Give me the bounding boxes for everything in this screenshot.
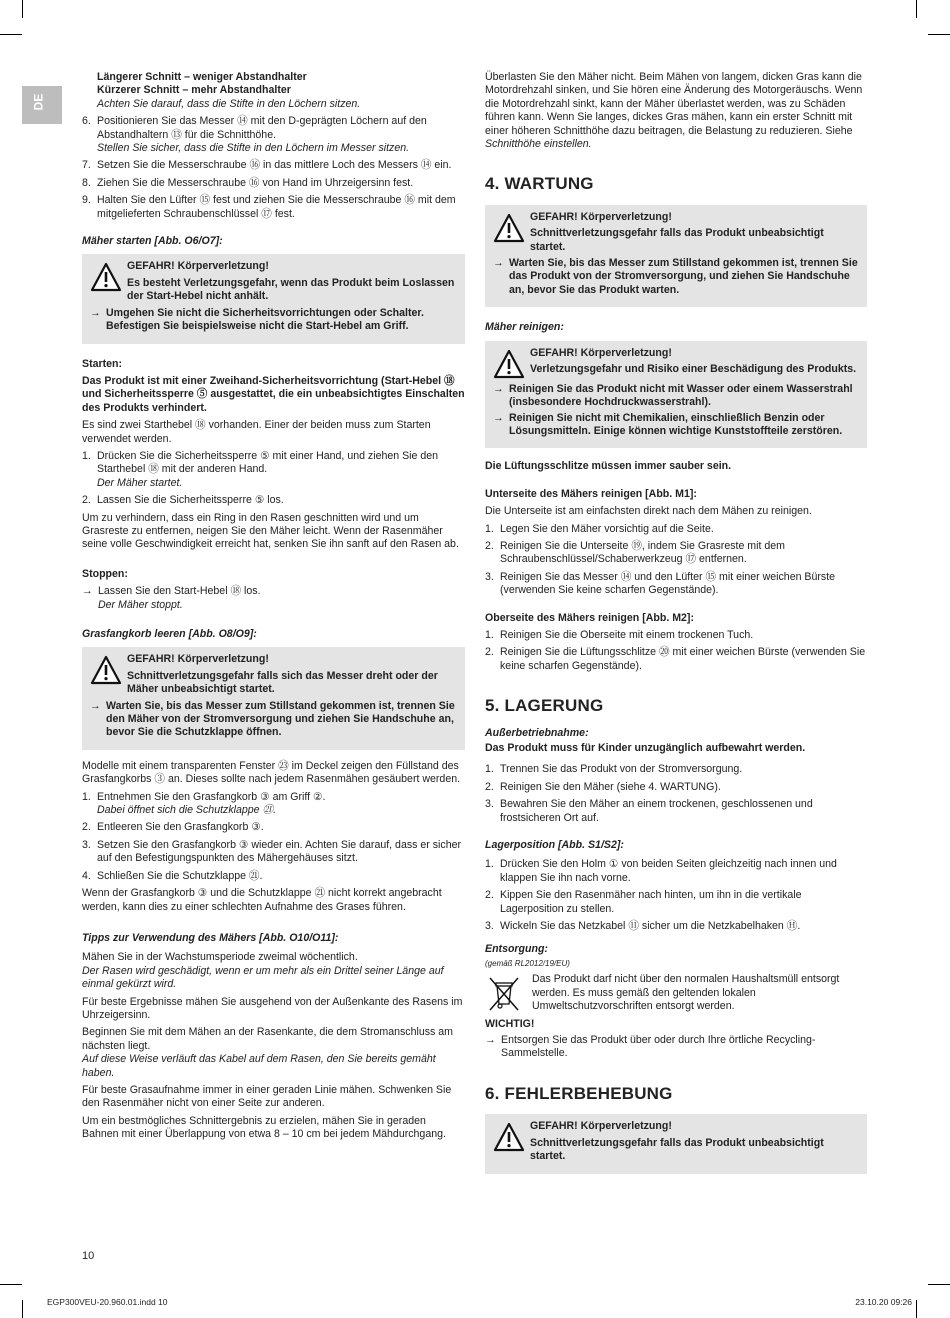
crop-mark — [0, 1284, 22, 1285]
vents-clean: Die Lüftungsschlitze müssen immer sauber sein. — [485, 460, 732, 473]
stop-note: Der Mäher stoppt. — [98, 598, 183, 611]
warning-text: Schnittverletzungsgefahr falls sich das Messer dreht oder der Mäher unbeabsichtigt startet. — [127, 669, 438, 696]
list-item: 2. Kippen Sie den Rasenmäher nach hinten, um ihn in die vertikale Lagerposition zu stellen. — [485, 889, 802, 915]
blade-steps — [82, 115, 465, 221]
wheelie-bin-crossed-icon — [487, 974, 521, 1014]
storage-steps — [485, 858, 867, 933]
warning-box — [485, 205, 867, 307]
list-item: 2. Lassen Sie die Sicherheitssperre ⑤ los. — [82, 494, 284, 507]
warning-action: → Warten Sie, bis das Messer zum Stillstand gekommen ist, trennen Sie das Produkt von der Stromversorgung, und ziehen Sie Handschuhe an, bevor Sie das Produkt warten. — [493, 257, 859, 297]
important-label: WICHTIG! — [485, 1017, 535, 1030]
warning-text: Verletzungsgefahr und Risiko einer Beschädigung des Produkts. — [530, 363, 857, 376]
warning-icon — [493, 213, 525, 243]
warning-title: GEFAHR! Körperverletzung! — [530, 210, 672, 223]
starten-text: Es sind zwei Starthebel ⑱ vorhanden. Einer der beiden muss zum Starten verwendet werden. — [82, 419, 431, 445]
list-item: 2. Reinigen Sie den Mäher (siehe 4. WARTUNG). — [485, 780, 721, 793]
top-steps — [485, 629, 867, 673]
section-title-wartung: 4. WARTUNG — [485, 174, 594, 194]
starten-bold: Das Produkt ist mit einer Zweihand-Sicherheitsvorrichtung (Start-Hebel ⑱ und Sicherheitssperre ⑤ ausgestattet, die ein unbeabsichtigtes Einschalten des Produkts verhindert. — [82, 374, 465, 414]
warning-icon — [493, 1122, 525, 1152]
crop-mark — [928, 1284, 950, 1285]
section-title-fehlerbehebung: 6. FEHLERBEHEBUNG — [485, 1083, 673, 1103]
tips-1-note: Der Rasen wird geschädigt, wenn er um mehr als ein Drittel seiner Länge auf einmal gekürzt wird. — [82, 964, 444, 991]
start-heading: Mäher starten [Abb. O6/O7]: — [82, 235, 223, 248]
start-steps — [82, 450, 465, 508]
crop-mark — [916, 1300, 917, 1318]
list-item: 2. Entleeren Sie den Grasfangkorb ③. — [82, 821, 264, 834]
stop-title: Stoppen: — [82, 567, 128, 580]
crop-mark — [916, 0, 917, 18]
crop-mark — [0, 34, 22, 35]
list-item: 2. Reinigen Sie die Unterseite ⑲, indem Sie Grasreste mit dem Schraubenschlüssel/Schaberwerkzeug ⑰ entfernen. — [485, 539, 785, 566]
intro-italic: Achten Sie darauf, dass die Stifte in den Löchern sitzen. — [97, 97, 361, 110]
tips-1: Mähen Sie in der Wachstumsperiode zweimal wöchentlich. — [82, 951, 358, 964]
under-steps — [485, 523, 867, 598]
overload-link: Schnitthöhe einstellen. — [485, 138, 592, 151]
intro-bold-2: Kürzerer Schnitt – mehr Abstandhalter — [97, 84, 291, 97]
list-item: 1. Trennen Sie das Produkt von der Stromversorgung. — [485, 763, 743, 776]
section-title-lagerung: 5. LAGERUNG — [485, 696, 604, 716]
storage-heading: Lagerposition [Abb. S1/S2]: — [485, 839, 624, 852]
warning-box — [82, 647, 465, 749]
list-item: 3. Wickeln Sie das Netzkabel ⑪ sicher um die Netzkabelhaken Ⓗ. — [485, 920, 801, 933]
footer-file: EGP300VEU-20.960.01.indd 10 — [47, 1297, 168, 1307]
starten-title: Starten: — [82, 357, 123, 370]
warning-text: Schnittverletzungsgefahr falls das Produkt unbeabsichtigt startet. — [530, 227, 824, 253]
warning-box — [485, 341, 867, 449]
warning-title: GEFAHR! Körperverletzung! — [127, 260, 269, 273]
intro-bold-1: Längerer Schnitt – weniger Abstandhalter — [97, 71, 307, 83]
warning-title: GEFAHR! Körperverletzung! — [127, 653, 269, 666]
tips-3: Beginnen Sie mit dem Mähen an der Rasenkante, die dem Stromanschluss am nächsten liegt. — [82, 1026, 453, 1052]
decom-bold: Das Produkt muss für Kinder unzugänglich aufbewahrt werden. — [485, 742, 806, 754]
disposal-block — [485, 973, 867, 1013]
list-item: 9. Halten Sie den Lüfter ⑮ fest und ziehen Sie die Messerschraube ⑯ mit dem mitgelieferten Schraubenschlüssel ⑰ fest. — [82, 194, 456, 220]
tips-2: Für beste Ergebnisse mähen Sie ausgehend von der Außenkante des Rasens im Uhrzeigersinn. — [82, 995, 463, 1021]
tips-3-note: Auf diese Weise verläuft das Kabel auf dem Rasen, den Sie bereits gemäht haben. — [82, 1053, 436, 1079]
warning-box — [82, 254, 465, 343]
warning-action: → Reinigen Sie das Produkt nicht mit Wasser oder einem Wasserstrahl (insbesondere Hochdruckwasserstrahl). — [493, 383, 859, 410]
disposal-heading: Entsorgung: — [485, 943, 548, 956]
language-tab — [22, 86, 62, 124]
footer-date: 23.10.20 09:26 — [855, 1297, 912, 1307]
warning-action: → Umgehen Sie nicht die Sicherheitsvorrichtungen oder Schalter. Befestigen Sie beispielsweise nicht die Start-Hebel am Griff. — [90, 307, 457, 334]
warning-action: → Reinigen Sie nicht mit Chemikalien, einschließlich Benzin oder Lösungsmitteln. Einige können wichtige Kunststoffteile zerstören. — [493, 412, 859, 439]
list-item: 3. Setzen Sie den Grasfangkorb ③ wieder ein. Achten Sie darauf, dass er sicher auf den Befestigungspunkten des Mähergehäuses sitzt. — [82, 838, 461, 865]
list-item: 1. Entnehmen Sie den Grasfangkorb ③ am Griff ②. Dabei öffnet sich die Schutzklappe ㉑. — [82, 790, 326, 817]
list-item: 8. Ziehen Sie die Messerschraube ⑯ von Hand im Uhrzeigersinn fest. — [82, 176, 414, 189]
overload-paragraph: Überlasten Sie den Mäher nicht. Beim Mähen von langem, dicken Gras kann die Motordrehzahl sinken, und Sie hören eine Änderung des Motorgeräuschs. Wenn die Motordrehzahl sinkt, kann der Mäher überlastet werden, was zu Schäden führen kann. Wenn Sie langes, dickes Gras mähen, kann ein erster Schnitt mit einer höheren Schnitthöhe dazu beitragen, die Belastung zu reduzieren. Siehe Schnitthöhe einstellen. — [485, 71, 863, 151]
stop-action: → Lassen Sie den Start-Hebel ⑱ los. — [82, 585, 465, 598]
grass-after: Wenn der Grasfangkorb ③ und die Schutzklappe ㉑ nicht korrekt angebracht werden, kann dies zu einer schlechten Aufnahme des Grases führen. — [82, 887, 442, 913]
warning-text: Schnittverletzungsgefahr falls das Produkt unbeabsichtigt startet. — [530, 1136, 824, 1162]
decom-steps — [485, 763, 867, 825]
warning-action: → Warten Sie, bis das Messer zum Stillstand gekommen ist, trennen Sie den Mäher von der Stromversorgung und ziehen Sie Handschuhe an, bevor Sie die Schutzklappe öffnen. — [90, 700, 457, 740]
clean-heading: Mäher reinigen: — [485, 321, 564, 334]
grass-heading: Grasfangkorb leeren [Abb. O8/O9]: — [82, 628, 257, 640]
disposal-text: Das Produkt darf nicht über den normalen Haushaltsmüll entsorgt werden. Es muss gemäß den geltenden lokalen Umweltschutzvorschriften entsorgt werden. — [532, 973, 840, 1013]
warning-icon — [90, 262, 122, 292]
list-item: 1. Legen Sie den Mäher vorsichtig auf die Seite. — [485, 522, 714, 535]
right-column — [485, 71, 867, 1184]
warning-icon — [493, 349, 525, 379]
crop-mark — [928, 34, 950, 35]
page-number: 10 — [82, 1250, 95, 1262]
tips-heading: Tipps zur Verwendung des Mähers [Abb. O10/O11]: — [82, 931, 339, 944]
grass-steps — [82, 791, 465, 883]
disposal-ref: (gemäß RL2012/19/EU) — [485, 958, 570, 968]
left-column — [82, 71, 465, 1146]
warning-icon — [90, 655, 122, 685]
tips-4: Für beste Grasaufnahme immer in einer geraden Linie mähen. Schwenken Sie den Rasenmäher nicht von einer Seite zur anderen. — [82, 1083, 452, 1110]
under-heading: Unterseite des Mähers reinigen [Abb. M1]: — [485, 487, 697, 500]
under-text: Die Unterseite ist am einfachsten direkt nach dem Mähen zu reinigen. — [485, 505, 812, 518]
important-action: → Entsorgen Sie das Produkt über oder durch Ihre örtliche Recycling-Sammelstelle. — [485, 1034, 867, 1061]
start-paragraph: Um zu verhindern, dass ein Ring in den Rasen geschnitten wird und um Grasreste zu entfernen, neigen Sie den Mäher leicht. Wenn der Rasenmäher seine volle Geschwindigkeit erreicht hat, senken Sie ihn sanft auf den Rasen ab. — [82, 511, 459, 551]
list-item: 6. Positionieren Sie das Messer ⑭ mit den D-geprägten Löchern auf den Abstandhaltern ⑬ für die Schnitthöhe. Stellen Sie sicher, dass die Stifte in den Löchern im Messer sitzen. — [82, 115, 427, 155]
list-item: 3. Bewahren Sie den Mäher an einem trockenen, geschlossenen und frostsicheren Ort auf. — [485, 798, 813, 824]
warning-title: GEFAHR! Körperverletzung! — [530, 1120, 672, 1133]
top-heading: Oberseite des Mähers reinigen [Abb. M2]: — [485, 611, 694, 624]
language-label: DE — [31, 93, 46, 111]
list-item: 2. Reinigen Sie die Lüftungsschlitze ⑳ mit einer weichen Bürste (verwenden Sie keine scharfen Gegenstände). — [485, 646, 866, 672]
list-item: 3. Reinigen Sie das Messer ⑭ und den Lüfter ⑮ mit einer weichen Bürste (verwenden Sie keine scharfen Gegenstände). — [485, 570, 836, 597]
list-item: 1. Reinigen Sie die Oberseite mit einem trockenen Tuch. — [485, 628, 754, 641]
list-item: 1. Drücken Sie den Holm ① von beiden Seiten gleichzeitig nach innen und klappen Sie ihn nach vorne. — [485, 858, 837, 884]
decom-heading: Außerbetriebnahme: — [485, 726, 589, 739]
grass-paragraph: Modelle mit einem transparenten Fenster ㉓ im Deckel zeigen den Füllstand des Grasfangkorbs ③ an. Dieses sollte nach jedem Rasenmähen gesäubert werden. — [82, 759, 461, 786]
crop-mark — [22, 0, 23, 18]
crop-mark — [22, 1300, 23, 1318]
warning-title: GEFAHR! Körperverletzung! — [530, 346, 672, 359]
list-item: 7. Setzen Sie die Messerschraube ⑯ in das mittlere Loch des Messers ⑭ ein. — [82, 159, 452, 172]
warning-box — [485, 1114, 867, 1174]
list-item: 4. Schließen Sie die Schutzklappe ㉑. — [82, 869, 263, 882]
warning-text: Es besteht Verletzungsgefahr, wenn das Produkt beim Loslassen der Start-Hebel nicht anhält. — [127, 276, 455, 303]
list-item: 1. Drücken Sie die Sicherheitssperre ⑤ mit einer Hand, und ziehen Sie den Starthebel ⑱ mit der anderen Hand. Der Mäher startet. — [82, 449, 439, 489]
tips-5: Um ein bestmögliches Schnittergebnis zu erzielen, mähen Sie in geraden Bahnen mit einer Überlappung von etwa 8 – 10 cm bei jedem Mähdurchgang. — [82, 1114, 446, 1141]
